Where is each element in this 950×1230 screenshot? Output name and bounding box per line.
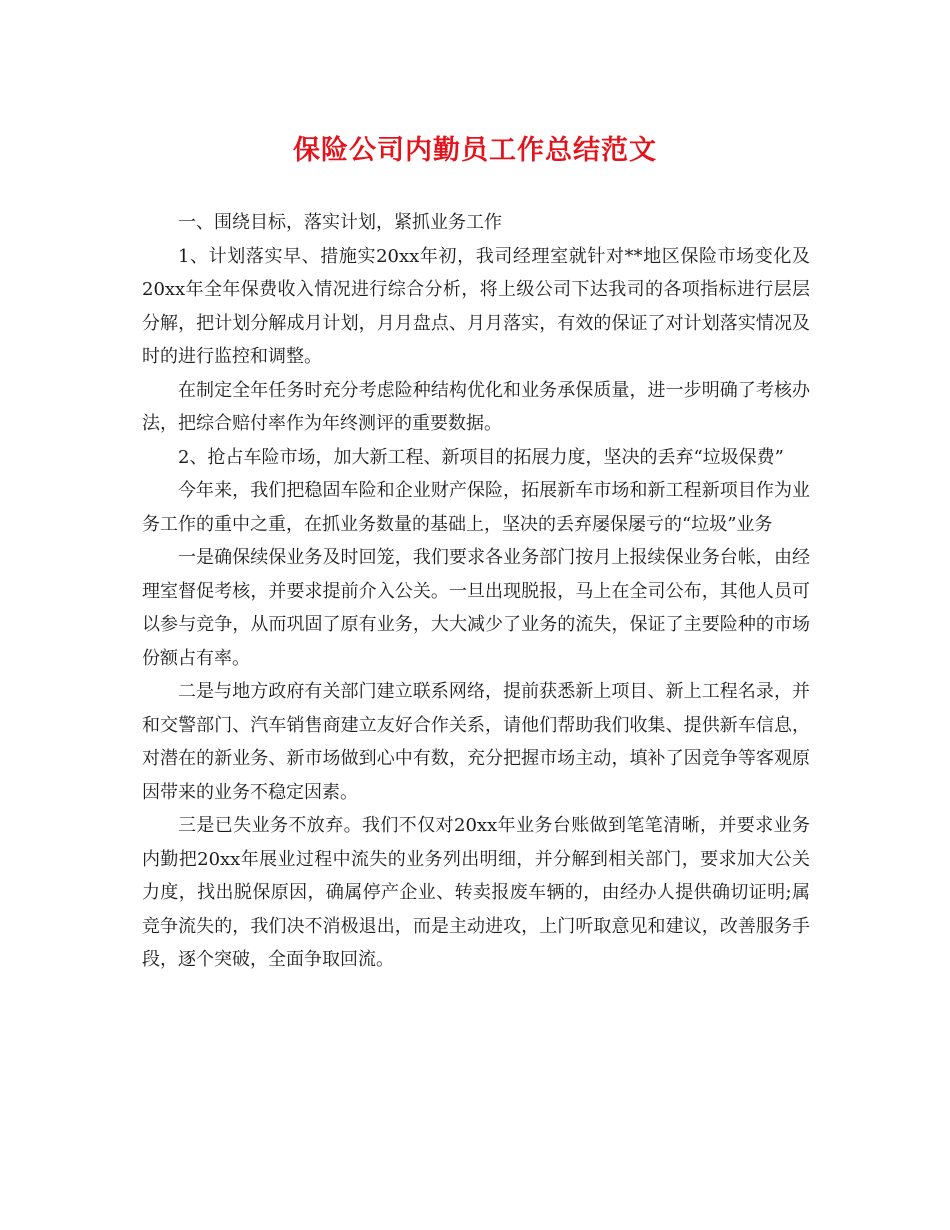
document-title: 保险公司内勤员工作总结范文 [293, 135, 657, 166]
paragraph-third: 三是已失业务不放弃。我们不仅对20xx年业务台账做到笔笔清晰，并要求业务内勤把20xx年展业过程中流失的业务列出明细，并分解到相关部门，要求加大公关力度，找出脱保原因，确属停产企业、转卖报废车辆的，由经办人提供确切证明;属竞争流失的，我们决不消极退出，而是主动进攻，上门听取意见和建议，改善服务手段，逐个突破，全面争取回流。 [142, 815, 810, 970]
document-body [142, 206, 810, 977]
paragraph-first: 一是确保续保业务及时回笼，我们要求各业务部门按月上报续保业务台帐，由经理室督促考核，并要求提前介入公关。一旦出现脱报，马上在全司公布，其他人员可以参与竞争，从而巩固了原有业务，大大减少了业务的流失，保证了主要险种的市场份额占有率。 [142, 547, 810, 669]
paragraph-car-insurance: 2、抢占车险市场，加大新工程、新项目的拓展力度，坚决的丢弃“垃圾保费” [178, 446, 784, 468]
paragraph-task: 在制定全年任务时充分考虑险种结构优化和业务承保质量，进一步明确了考核办法，把综合赔付率作为年终测评的重要数据。 [142, 379, 810, 434]
paragraph-this-year: 今年来，我们把稳固车险和企业财产保险，拓展新车市场和新工程新项目作为业务工作的重中之重，在抓业务数量的基础上，坚决的丢弃屡保屡亏的“垃圾”业务 [142, 480, 810, 535]
paragraph-plan: 1、计划落实早、措施实20xx年初，我司经理室就针对**地区保险市场变化及20xx年全年保费收入情况进行综合分析，将上级公司下达我司的各项指标进行层层分解，把计划分解成月计划，月月盘点、月月落实，有效的保证了对计划落实情况及时的进行监控和调整。 [142, 245, 810, 367]
section-heading: 一、围绕目标，落实计划，紧抓业务工作 [178, 212, 502, 233]
paragraph-second: 二是与地方政府有关部门建立联系网络，提前获悉新上项目、新上工程名录，并和交警部门、汽车销售商建立友好合作关系，请他们帮助我们收集、提供新车信息，对潜在的新业务、新市场做到心中有数，充分把握市场主动，填补了因竞争等客观原因带来的业务不稳定因素。 [142, 681, 810, 803]
